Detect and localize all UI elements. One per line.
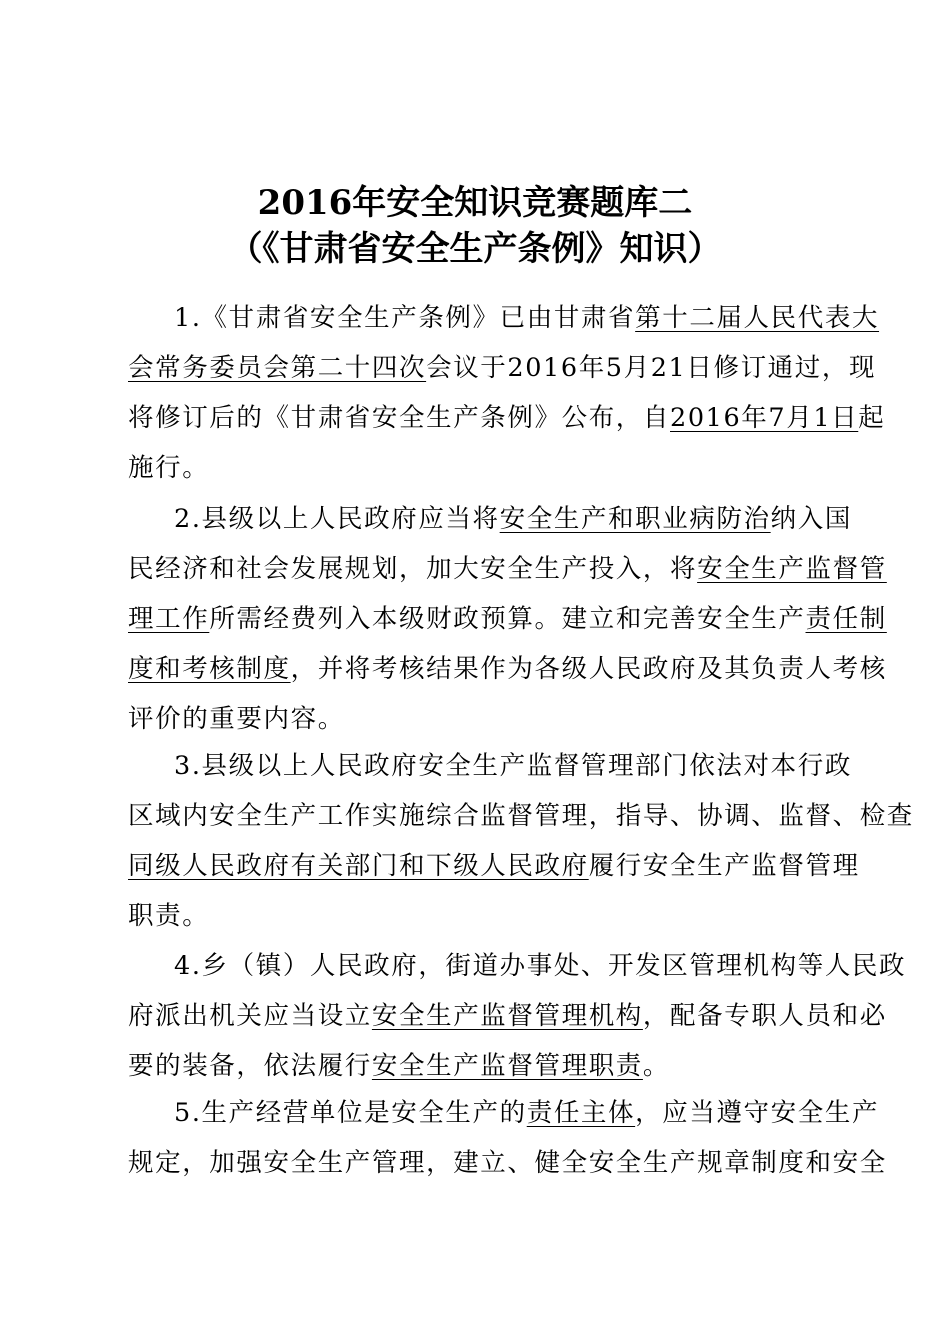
text-segment: 2.县级以上人民政府应当将 [174,504,500,534]
text-line [128,594,887,644]
text-segment: ，应当遵守安全生产 [635,1098,880,1128]
text-line [128,393,886,443]
question-paragraph [128,494,887,744]
text-segment: 起 [858,403,886,433]
text-segment: 要的装备，依法履行 [128,1051,372,1081]
text-line [128,1088,880,1138]
text-segment: 职责。 [128,901,210,931]
text-line [128,494,852,544]
text-line [128,443,832,493]
underlined-answer: 责任主体 [526,1098,636,1128]
text-line [128,941,907,991]
text-segment: 4.乡（镇）人民政府，街道办事处、开发区管理机构等人民政 [174,951,907,981]
text-segment: ，配备专职人员和必 [642,1001,887,1031]
question-paragraph [128,741,914,941]
text-line [128,991,887,1041]
underlined-answer: 同级人民政府有关部门和下级人民政府 [128,851,589,881]
underlined-answer: 2016年7月1日 [670,403,859,433]
underlined-answer: 度和考核制度 [128,654,291,684]
text-line [128,791,914,841]
underlined-answer: 责任制 [805,604,887,634]
question-paragraph [128,1088,887,1188]
text-segment: 1.《甘肃省安全生产条例》已由甘肃省 [174,303,636,333]
underlined-answer: 安全生产监督管理机构 [371,1001,643,1031]
text-segment: ，并将考核结果作为各级人民政府及其负责人考核 [290,654,887,684]
text-segment: 区域内安全生产工作实施综合监督管理，指导、协调、监督、检查 [128,801,914,831]
text-segment: 施行。 [128,453,210,483]
text-segment: 履行安全生产监督管理 [588,851,860,881]
text-segment: 评价的重要内容。 [128,704,345,734]
text-line [128,293,880,343]
text-line [128,644,887,694]
document-subtitle: （《甘肃省安全生产条例》知识） [228,229,722,269]
underlined-answer: 安全生产监督管理职责 [371,1051,643,1081]
question-paragraph [128,941,907,1091]
text-line [128,544,887,594]
question-paragraph [128,293,886,493]
text-line [128,343,877,393]
underlined-answer: 安全生产和职业病防治 [499,504,771,534]
text-line [128,891,832,941]
text-line [128,741,852,791]
underlined-answer: 第十二届人民代表大 [635,303,880,333]
text-segment: 府派出机关应当设立 [128,1001,372,1031]
text-line [128,694,832,744]
text-segment: 5.生产经营单位是安全生产的 [174,1098,527,1128]
underlined-answer: 安全生产监督管 [697,554,887,584]
text-segment: 。 [642,1051,671,1081]
text-segment: 会议于2016年5月21日修订通过，现 [426,353,877,383]
text-segment: 将修订后的《甘肃省安全生产条例》公布，自 [128,403,671,433]
document-title: 2016年安全知识竞赛题库二 [257,183,693,223]
text-segment: 民经济和社会发展规划，加大安全生产投入，将 [128,554,698,584]
text-segment: 规定，加强安全生产管理，建立、健全安全生产规章制度和安全 [128,1148,887,1178]
text-line [128,1041,832,1091]
text-line [128,841,860,891]
underlined-answer: 会常务委员会第二十四次 [128,353,427,383]
text-segment: 纳入国 [770,504,852,534]
text-segment: 所需经费列入本级财政预算。建立和完善安全生产 [209,604,806,634]
text-line [128,1138,887,1188]
text-segment: 3.县级以上人民政府安全生产监督管理部门依法对本行政 [174,751,852,781]
underlined-answer: 理工作 [128,604,210,634]
